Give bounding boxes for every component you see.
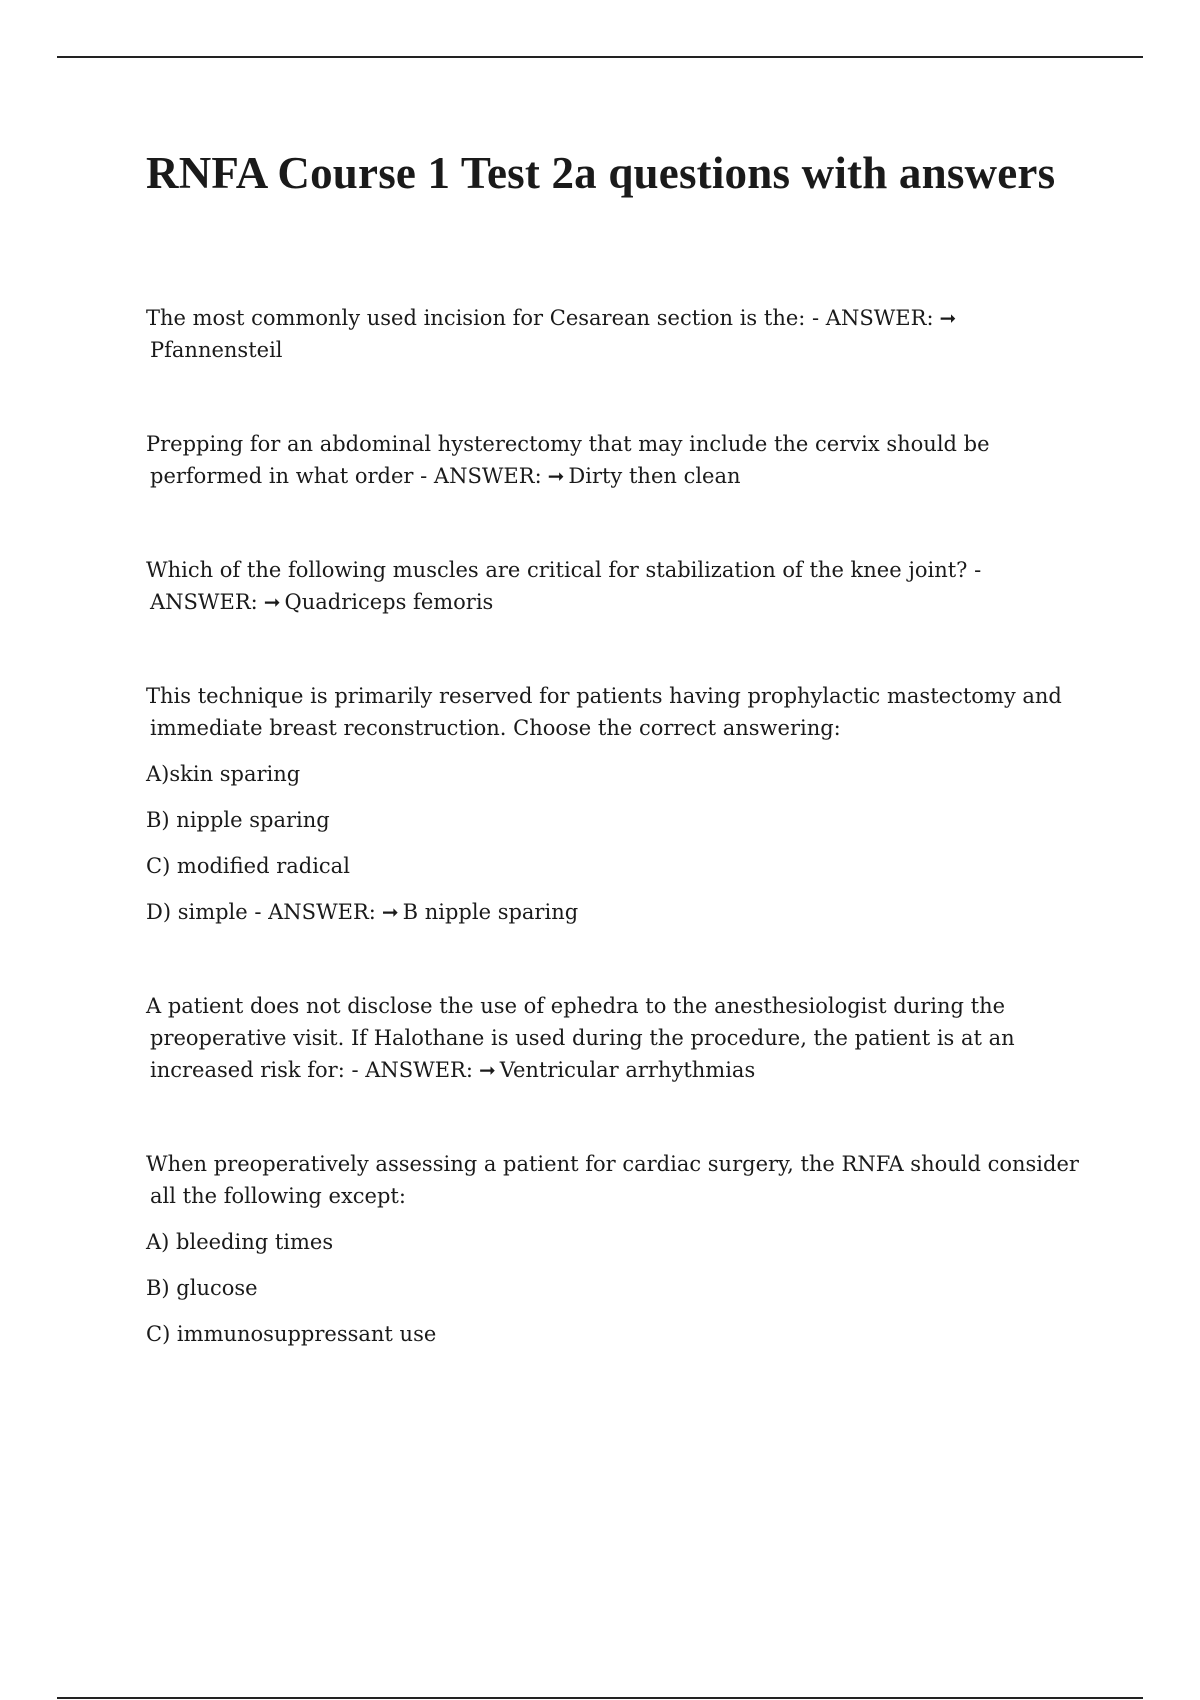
question-4-prompt: This technique is primarily reserved for patients having prophylactic mastectomy and immediate breast reconstruction. Choose the correct answering:	[146, 684, 1062, 740]
question-1-text	[146, 302, 1091, 366]
document-page	[146, 145, 1091, 1412]
question-6-prompt: When preoperatively assessing a patient for cardiac surgery, the RNFA should consider all the following except:	[146, 1152, 1079, 1208]
question-block-6	[146, 1148, 1091, 1350]
question-block-4	[146, 680, 1091, 928]
question-4-option-c: C) modified radical	[146, 854, 350, 878]
question-5-text	[146, 990, 1091, 1086]
question-4-option-b: B) nipple sparing	[146, 808, 330, 832]
arrow-right-icon: ➞	[547, 464, 565, 488]
arrow-right-icon: ➞	[939, 306, 957, 330]
question-6-option-b: B) glucose	[146, 1276, 258, 1300]
question-2-answer: Dirty then clean	[568, 464, 741, 488]
question-block-2	[146, 428, 1091, 492]
question-5-prompt: A patient does not disclose the use of ephedra to the anesthesiologist during the preoperative visit. If Halothane is used during the procedure, the patient is at an increased risk for: - ANSWER:	[146, 994, 1015, 1082]
question-block-5	[146, 990, 1091, 1086]
question-4-last-option: D) simple - ANSWER:	[146, 900, 376, 924]
question-block-1	[146, 302, 1091, 366]
arrow-right-icon: ➞	[478, 1058, 496, 1082]
question-4-option-a: A)skin sparing	[146, 762, 301, 786]
question-4-answer: B nipple sparing	[402, 900, 579, 924]
arrow-right-icon: ➞	[263, 590, 281, 614]
question-2-prompt: Prepping for an abdominal hysterectomy that may include the cervix should be performed in what order - ANSWER:	[146, 432, 990, 488]
arrow-right-icon: ➞	[381, 900, 399, 924]
question-3-text	[146, 554, 1091, 618]
top-divider	[57, 56, 1143, 58]
question-5-answer: Ventricular arrhythmias	[499, 1058, 756, 1082]
bottom-divider	[57, 1697, 1143, 1699]
question-2-text	[146, 428, 1091, 492]
question-6-option-c: C) immunosuppressant use	[146, 1322, 437, 1346]
question-3-prompt: Which of the following muscles are critical for stabilization of the knee joint? - ANSWER:	[146, 558, 982, 614]
question-block-3	[146, 554, 1091, 618]
question-1-prompt: The most commonly used incision for Cesarean section is the: - ANSWER:	[146, 306, 934, 330]
question-6-option-a: A) bleeding times	[146, 1230, 334, 1254]
question-3-answer: Quadriceps femoris	[284, 590, 494, 614]
document-title: RNFA Course 1 Test 2a questions with answers	[146, 148, 1056, 198]
question-1-answer: Pfannensteil	[150, 338, 283, 362]
question-4-option-d	[146, 896, 1091, 928]
